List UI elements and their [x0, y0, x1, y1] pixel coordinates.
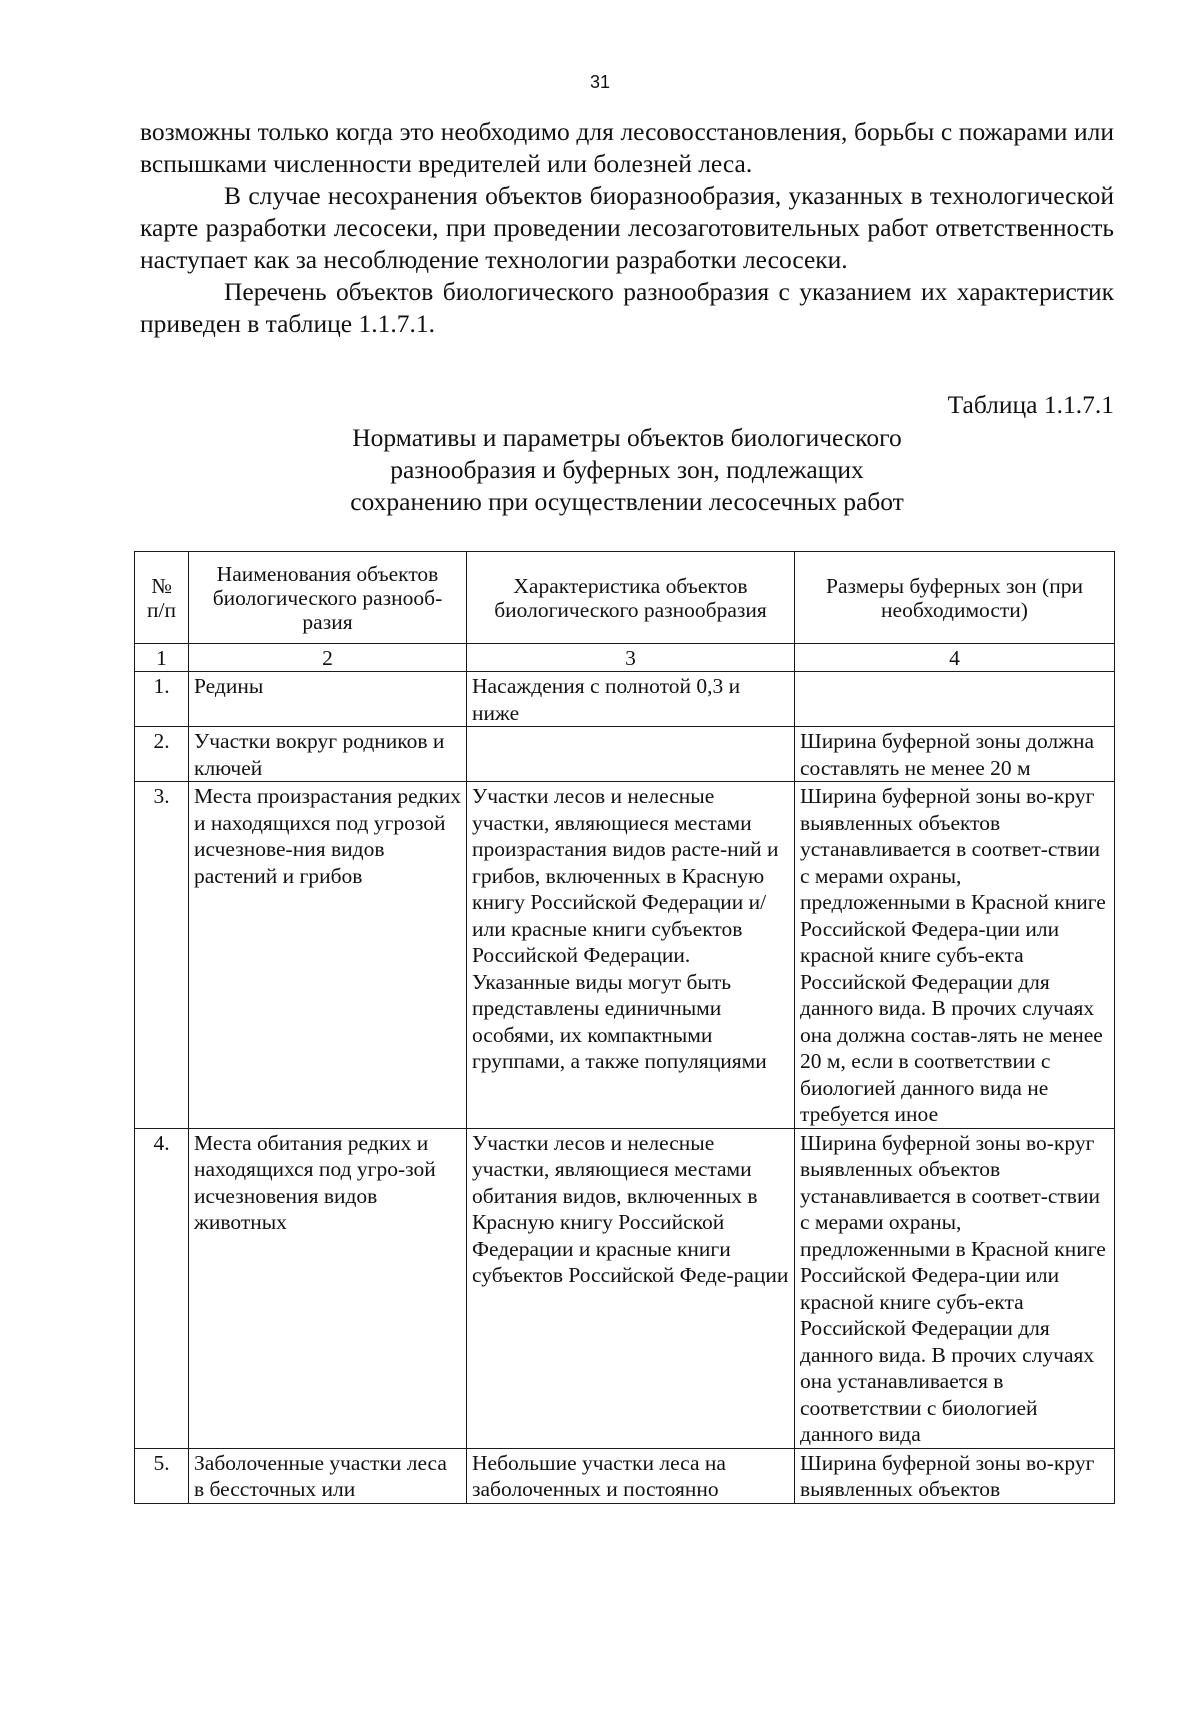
- paragraph-list-reference: Перечень объектов биологического разнообразия с указанием их характеристик приведен в таблице 1.1.7.1.: [140, 277, 1114, 338]
- header-object-name: Наименования объектов биологического разнооб-разия: [189, 552, 467, 644]
- column-number: 4: [795, 644, 1115, 672]
- table-title-line: сохранению при осуществлении лесосечных работ: [350, 487, 904, 516]
- characteristics-cell: Насаждения с полнотой 0,3 и ниже: [467, 672, 795, 727]
- characteristics-cell: Участки лесов и нелесные участки, являющиеся местами обитания видов, включенных в Красную книгу Российской Федерации и красные книги субъектов Российской Феде-рации: [467, 1128, 795, 1448]
- paragraph-continuation: возможны только когда это необходимо для лесовосстановления, борьбы с пожарами или вспышками численности вредителей или болезней леса.: [140, 117, 1114, 178]
- buffer-size-cell: [795, 672, 1115, 727]
- row-number: 3.: [135, 782, 189, 1129]
- table-row: [135, 1448, 1115, 1503]
- table-reference: Таблица 1.1.7.1: [947, 390, 1114, 419]
- table-title: [140, 422, 1114, 518]
- table-title-line: разнообразия и буферных зон, подлежащих: [390, 455, 864, 484]
- column-number: 1: [135, 644, 189, 672]
- header-number: № п/п: [135, 552, 189, 644]
- characteristics-cell: Участки лесов и нелесные участки, являющиеся местами произрастания видов расте-ний и грибов, включенных в Красную книгу Российской Федерации и/или красные книги субъектов Российской Федерации. Указанные виды могут быть представлены единичными особями, их компактными группами, а также популяциями: [467, 782, 795, 1129]
- table-row: [135, 782, 1115, 1129]
- paragraph-responsibility: В случае несохранения объектов биоразнообразия, указанных в технологической карте разработки лесосеки, при проведении лесозаготовительных работ ответственность наступает как за несоблюдение технологии разработки лесосеки.: [140, 181, 1114, 274]
- object-name-cell: Места произрастания редких и находящихся под угрозой исчезнове-ния видов растений и грибов: [189, 782, 467, 1129]
- characteristics-cell: [467, 727, 795, 782]
- object-name-cell: Редины: [189, 672, 467, 727]
- biodiversity-norms-table: [134, 551, 1115, 1504]
- row-number: 5.: [135, 1448, 189, 1503]
- table-row: [135, 672, 1115, 727]
- object-name-cell: Места обитания редких и находящихся под угро-зой исчезновения видов животных: [189, 1128, 467, 1448]
- row-number: 2.: [135, 727, 189, 782]
- row-number: 1.: [135, 672, 189, 727]
- table-row: [135, 727, 1115, 782]
- table-header-row: [135, 552, 1115, 644]
- table-row: [135, 1128, 1115, 1448]
- object-name-cell: Заболоченные участки леса в бессточных или: [189, 1448, 467, 1503]
- header-characteristics: Характеристика объектов биологического разнообразия: [467, 552, 795, 644]
- column-number: 2: [189, 644, 467, 672]
- column-number: 3: [467, 644, 795, 672]
- buffer-size-cell: Ширина буферной зоны во-круг выявленных объектов устанавливается в соответ-ствии с мерами охраны, предложенными в Красной книге Российской Федера-ции или красной книге субъ-екта Российской Федерации для данного вида. В прочих случаях она устанавливается в соответствии с биологией данного вида: [795, 1128, 1115, 1448]
- characteristics-cell: Небольшие участки леса на заболоченных и постоянно: [467, 1448, 795, 1503]
- buffer-size-cell: Ширина буферной зоны во-круг выявленных объектов: [795, 1448, 1115, 1503]
- page-number: 31: [589, 72, 611, 92]
- buffer-size-cell: Ширина буферной зоны во-круг выявленных объектов устанавливается в соответ-ствии с мерами охраны, предложенными в Красной книге Российской Федера-ции или красной книге субъ-екта Российской Федерации для данного вида. В прочих случаях она должна состав-лять не менее 20 м, если в соответствии с биологией данного вида не требуется иное: [795, 782, 1115, 1129]
- table-title-line: Нормативы и параметры объектов биологического: [352, 423, 902, 452]
- object-name-cell: Участки вокруг родников и ключей: [189, 727, 467, 782]
- body-text: [140, 116, 1114, 340]
- buffer-size-cell: Ширина буферной зоны должна составлять не менее 20 м: [795, 727, 1115, 782]
- column-number-row: [135, 644, 1115, 672]
- header-buffer-size: Размеры буферных зон (при необходимости): [795, 552, 1115, 644]
- row-number: 4.: [135, 1128, 189, 1448]
